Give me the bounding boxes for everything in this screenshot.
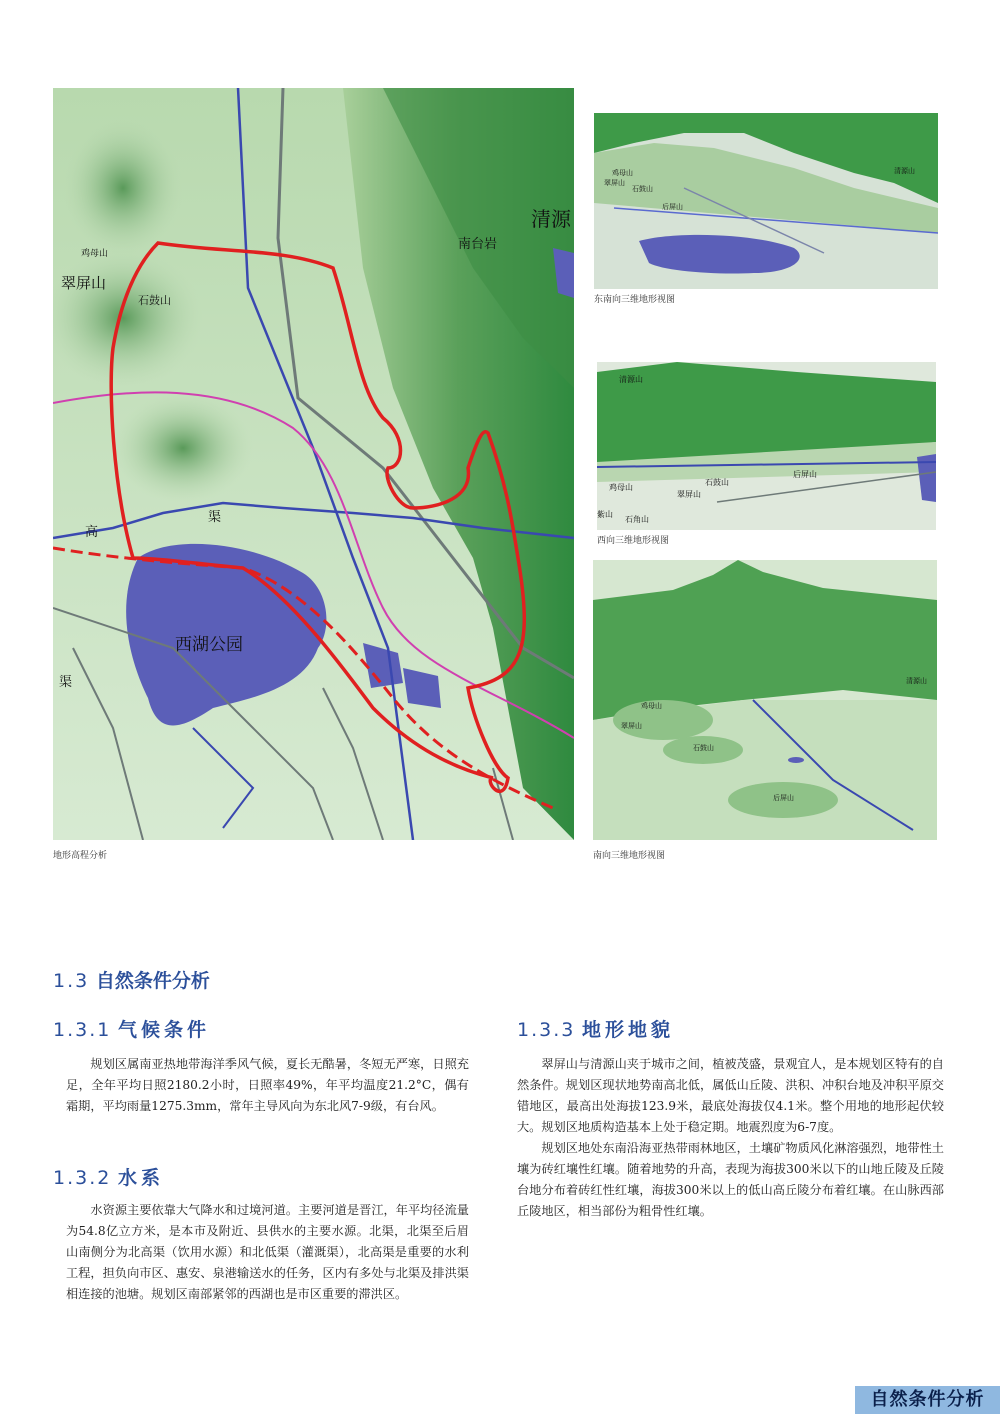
view-southeast-graphic — [594, 113, 938, 289]
map-label-qu1: 渠 — [208, 510, 222, 525]
section-title — [53, 966, 210, 993]
view-s-label-4: 后屏山 — [773, 794, 794, 802]
water-heading — [53, 1163, 164, 1190]
terrain-text-2: 规划区地处东南沿海亚热带雨林地区，土壤矿物质风化淋溶强烈，地带性土壤为砖红壤性红壤。随着地势的升高，表现为海拔300米以下的山地丘陵及丘陵台地分布着砖红性红壤，海拔300米以上的低山高丘陵分布着红壤。在山脉西部丘陵地区，相当部份为粗骨性红壤。 — [517, 1141, 944, 1218]
map-label-cuipingshan: 翠屏山 — [61, 274, 107, 292]
view-w-label-3: 鸡母山 — [609, 483, 633, 492]
view-s-label-1: 鸡母山 — [641, 702, 662, 710]
view-southeast-caption: 东南向三维地形视图 — [594, 295, 676, 305]
view-west-graphic — [597, 362, 936, 530]
view-west-caption: 西向三维地形视图 — [597, 536, 670, 546]
section-number: 1.3 — [53, 970, 90, 992]
view-southeast — [594, 113, 938, 289]
elevation-map — [53, 88, 574, 840]
water-title: 水系 — [117, 1167, 164, 1189]
water-number: 1.3.2 — [53, 1167, 112, 1189]
map-label-qingyuan: 清源 — [531, 207, 571, 231]
view-se-label-4: 清源山 — [894, 167, 915, 175]
elevation-map-graphic — [53, 88, 574, 840]
view-se-label-1: 翠屏山 — [604, 179, 625, 187]
view-south-graphic — [593, 560, 937, 840]
terrain-text-1: 翠屏山与清源山夹于城市之间，植被茂盛，景观宜人，是本规划区特有的自然条件。规划区现状地势南高北低，属低山丘陵、洪积、冲积台地及冲积平原交错地区，最高出处海拔123.9米，最底处海拔仅4.1米。整个用地的地形起伏较大。规划区地质构造基本上处于稳定期。地震烈度为6-7度。 — [517, 1057, 944, 1134]
climate-number: 1.3.1 — [53, 1019, 112, 1041]
terrain-paragraph — [517, 1054, 944, 1222]
map-label-nantaiyan: 南台岩 — [458, 237, 498, 252]
view-west — [597, 362, 936, 530]
view-s-label-3: 石鼓山 — [693, 744, 714, 752]
water-text: 水资源主要依靠大气降水和过境河道。主要河道是晋江，年平均径流量为54.8亿立方米，是本市及附近、县供水的主要水源。北渠，北渠至后眉山南侧分为北高渠（饮用水源）和北低渠（灌溉渠），北高渠是重要的水利工程，担负向市区、惠安、泉港输送水的任务，区内有多处与北渠及排洪渠相连接的池塘。规划区南部紧邻的西湖也是市区重要的滞洪区。 — [66, 1203, 469, 1301]
terrain-title: 地形地貌 — [581, 1019, 674, 1041]
view-south — [593, 560, 937, 840]
map-label-gao: 高 — [85, 525, 99, 540]
view-south-caption: 南向三维地形视图 — [593, 851, 666, 861]
map-label-xihu: 西湖公园 — [175, 635, 243, 655]
terrain-number: 1.3.3 — [517, 1019, 576, 1041]
terrain-heading — [517, 1015, 674, 1042]
view-w-label-2: 后屏山 — [793, 470, 817, 479]
view-s-label-2: 翠屏山 — [621, 722, 642, 730]
climate-heading — [53, 1015, 210, 1042]
climate-paragraph — [66, 1054, 469, 1117]
map-label-qu2: 渠 — [59, 675, 73, 690]
map-caption: 地形高程分析 — [53, 851, 108, 861]
view-w-label-1: 石鼓山 — [705, 478, 729, 487]
view-se-label-0: 鸡母山 — [612, 169, 633, 177]
view-w-label-6: 石角山 — [625, 515, 649, 524]
map-label-shigushan: 石鼓山 — [138, 294, 171, 307]
section-title-text: 自然条件分析 — [95, 970, 210, 992]
footer-section-tag: 自然条件分析 — [855, 1386, 1000, 1414]
view-w-label-4: 翠屏山 — [677, 490, 701, 499]
view-s-label-0: 清源山 — [906, 677, 927, 685]
climate-title: 气候条件 — [117, 1019, 210, 1041]
view-w-label-0: 清源山 — [619, 375, 643, 384]
view-se-label-3: 后屏山 — [662, 203, 683, 211]
water-paragraph — [66, 1200, 469, 1305]
view-w-label-5: 紫山 — [597, 510, 613, 519]
view-se-label-2: 石鼓山 — [632, 185, 653, 193]
climate-text: 规划区属南亚热地带海洋季风气候，夏长无酷暑，冬短无严寒，日照充足，全年平均日照2180.2小时，日照率49%，年平均温度21.2°C，偶有霜期，平均雨量1275.3mm，常年主导风向为东北风7-9级，有台风。 — [66, 1057, 469, 1113]
map-label-jimushan: 鸡母山 — [81, 249, 109, 259]
